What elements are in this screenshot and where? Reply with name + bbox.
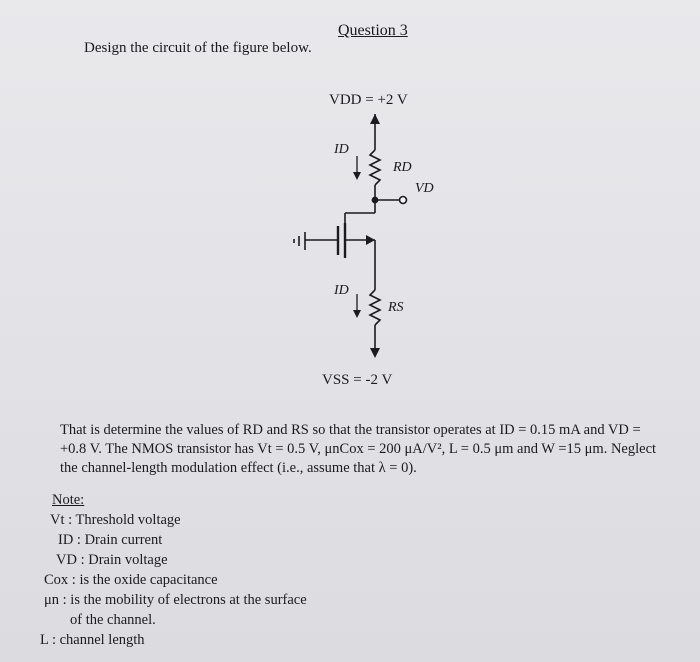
note-cox: Cox : is the oxide capacitance bbox=[44, 572, 218, 588]
note-l: L : channel length bbox=[40, 632, 145, 648]
note-id: ID : Drain current bbox=[58, 532, 163, 548]
question-title: Question 3 bbox=[338, 22, 408, 39]
vdd-arrow-icon bbox=[370, 114, 380, 124]
rd-resistor bbox=[370, 150, 380, 185]
rs-label: RS bbox=[388, 300, 404, 315]
note-vd: VD : Drain voltage bbox=[56, 552, 168, 568]
id-label-top: ID bbox=[334, 142, 349, 157]
note-vt: Vt : Threshold voltage bbox=[50, 512, 181, 528]
rd-label: RD bbox=[393, 160, 412, 175]
vd-terminal bbox=[400, 197, 407, 204]
note-mun: μn : is the mobility of electrons at the surface bbox=[44, 592, 307, 608]
id-label-bottom: ID bbox=[334, 283, 349, 298]
problem-statement: That is determine the values of RD and RS so that the transistor operates at ID = 0.15 mA and VD = +0.8 V. The NMOS transistor has Vt = 0.5 V, μnCox = 200 μA/V², L = 0.5 μm and W =15 μm. Neglect the channel-length modulation effect (i.e., assume that λ = 0). bbox=[60, 422, 657, 476]
notes-section bbox=[40, 490, 307, 650]
notes-heading: Note: bbox=[52, 492, 85, 508]
vd-label: VD bbox=[415, 181, 434, 196]
source-arrow-icon bbox=[366, 235, 375, 245]
note-mun-continued: of the channel. bbox=[70, 612, 156, 628]
vdd-label: VDD = +2 V bbox=[329, 92, 408, 108]
vss-label: VSS = -2 V bbox=[322, 372, 393, 388]
vss-arrow-icon bbox=[370, 348, 380, 358]
instruction-text: Design the circuit of the figure below. bbox=[84, 40, 312, 56]
rs-resistor bbox=[370, 290, 380, 325]
